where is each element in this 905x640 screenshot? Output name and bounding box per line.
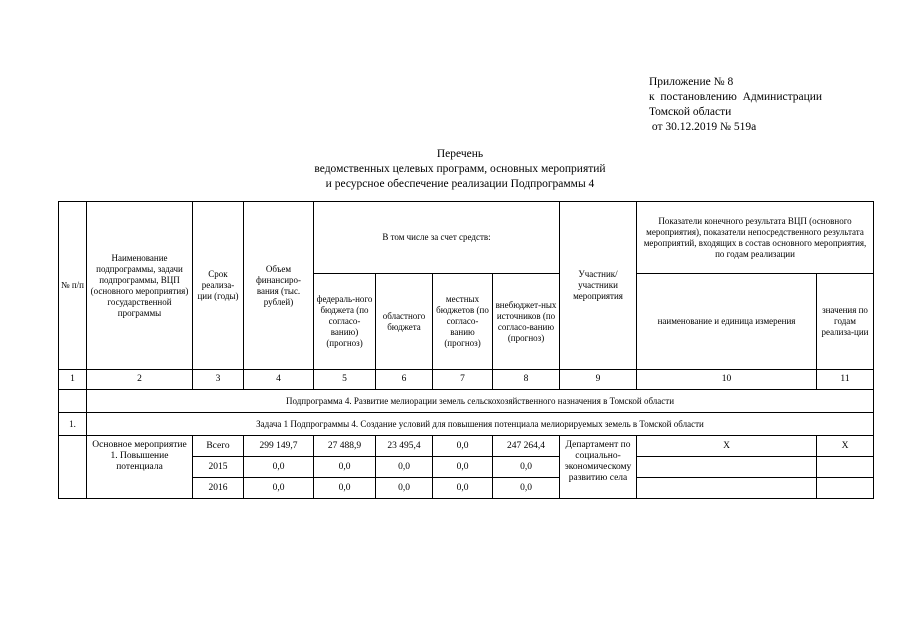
- table-row: [59, 436, 874, 457]
- header-federal: федераль-ного бюджета (по согласо-ванию) (прогноз): [314, 274, 376, 370]
- header-name: Наименование подпрограммы, задачи подпрограммы, ВЦП (основного мероприятия) государственной программы: [87, 202, 193, 370]
- column-number: 5: [314, 370, 376, 390]
- indicator-name-cell: Х: [637, 436, 817, 457]
- empty-cell: [59, 390, 87, 413]
- extra-cell: 247 264,4: [493, 436, 560, 457]
- indicator-value-cell: [817, 457, 874, 478]
- indicator-name-cell: [637, 478, 817, 499]
- task-number: 1.: [59, 413, 87, 436]
- column-number: 10: [637, 370, 817, 390]
- local-cell: 0,0: [433, 436, 493, 457]
- header-indicators: Показатели конечного результата ВЦП (основного мероприятия), показатели непосредственного результата мероприятий, входящих в состав основного мероприятия, по годам реализации: [637, 202, 874, 274]
- header-indicator-values: значения по годам реализа-ции: [817, 274, 874, 370]
- header-volume: Объем финансиро-вания (тыс. рублей): [244, 202, 314, 370]
- local-cell: 0,0: [433, 478, 493, 499]
- column-number: 3: [193, 370, 244, 390]
- programs-table: [58, 201, 874, 499]
- title-line: ведомственных целевых программ, основных мероприятий: [314, 163, 606, 175]
- header-including: В том числе за счет средств:: [314, 202, 560, 274]
- indicator-name-cell: [637, 457, 817, 478]
- federal-cell: 0,0: [314, 457, 376, 478]
- column-number: 11: [817, 370, 874, 390]
- regional-cell: 0,0: [376, 478, 433, 499]
- year-cell: Всего: [193, 436, 244, 457]
- header-term: Срок реализа-ции (годы): [193, 202, 244, 370]
- appendix-line: от 30.12.2019 № 519а: [649, 121, 757, 133]
- header-extra: внебюджет-ных источников (по согласо-ванию (прогноз): [493, 274, 560, 370]
- subprogram-title: Подпрограмма 4. Развитие мелиорации земель сельскохозяйственного назначения в Томской области: [87, 390, 874, 413]
- appendix-line: Томской области: [649, 106, 732, 118]
- document-title: [255, 147, 665, 192]
- column-number: 2: [87, 370, 193, 390]
- year-cell: 2015: [193, 457, 244, 478]
- appendix-block: [649, 75, 822, 135]
- appendix-line: к постановлению Администрации: [649, 91, 823, 103]
- regional-cell: 23 495,4: [376, 436, 433, 457]
- subprogram-row: [59, 390, 874, 413]
- title-line: Перечень: [436, 148, 484, 160]
- year-cell: 2016: [193, 478, 244, 499]
- volume-cell: 299 149,7: [244, 436, 314, 457]
- header-regional: областного бюджета: [376, 274, 433, 370]
- header-participant: Участник/ участники мероприятия: [560, 202, 637, 370]
- column-number: 1: [59, 370, 87, 390]
- volume-cell: 0,0: [244, 478, 314, 499]
- header-local: местных бюджетов (по согласо-ванию (прогноз): [433, 274, 493, 370]
- federal-cell: 0,0: [314, 478, 376, 499]
- task-row: [59, 413, 874, 436]
- federal-cell: 27 488,9: [314, 436, 376, 457]
- extra-cell: 0,0: [493, 457, 560, 478]
- extra-cell: 0,0: [493, 478, 560, 499]
- participant-cell: Департамент по социально-экономическому развитию села: [560, 436, 637, 499]
- column-number: 8: [493, 370, 560, 390]
- indicator-value-cell: [817, 478, 874, 499]
- appendix-line: Приложение № 8: [649, 76, 734, 88]
- local-cell: 0,0: [433, 457, 493, 478]
- activity-name: Основное мероприятие 1. Повышение потенциала: [87, 436, 193, 499]
- regional-cell: 0,0: [376, 457, 433, 478]
- indicator-value-cell: Х: [817, 436, 874, 457]
- title-line: и ресурсное обеспечение реализации Подпрограммы 4: [325, 178, 595, 190]
- header-num: № п/п: [59, 202, 87, 370]
- header-indicator-name: наименование и единица измерения: [637, 274, 817, 370]
- empty-cell: [59, 436, 87, 499]
- column-number: 6: [376, 370, 433, 390]
- column-number: 9: [560, 370, 637, 390]
- column-numbers-row: [59, 370, 874, 390]
- task-title: Задача 1 Подпрограммы 4. Создание условий для повышения потенциала мелиорируемых земель в Томской области: [87, 413, 874, 436]
- volume-cell: 0,0: [244, 457, 314, 478]
- column-number: 4: [244, 370, 314, 390]
- column-number: 7: [433, 370, 493, 390]
